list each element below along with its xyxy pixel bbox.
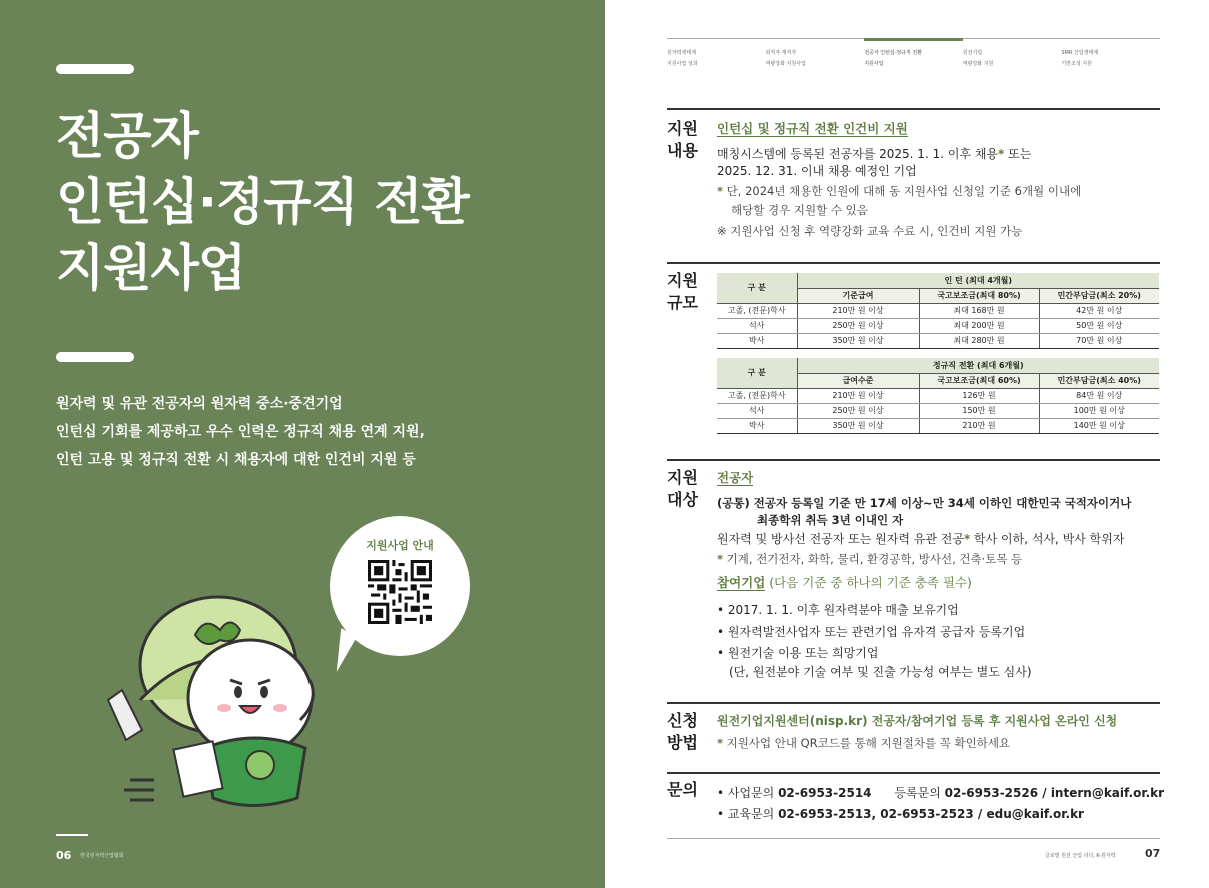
nav-tab-company-support[interactable] — [963, 38, 1062, 70]
heading-text: 인턴십 및 정규직 전환 인건비 지원 — [717, 121, 908, 136]
table-cell: 150만 원 — [919, 403, 1039, 418]
table-cell: 210만 원 이상 — [797, 388, 919, 403]
label-line: 지원 — [667, 468, 698, 487]
qr-guide-title: 지원사업 안내 — [366, 539, 434, 552]
top-accent-bar — [56, 64, 134, 74]
label-line: 규모 — [667, 293, 698, 312]
table-cell: 140만 원 이상 — [1039, 418, 1159, 433]
nav-tab-retiree-training[interactable] — [766, 38, 865, 70]
table-cell: 42만 원 이상 — [1039, 303, 1159, 318]
table-cell: 210만 원 이상 — [797, 303, 919, 318]
right-page — [605, 0, 1209, 888]
company-item-2: • 원자력발전사업자 또는 관련기업 유자격 공급자 등록기업 — [717, 625, 1026, 639]
contact-line-1 — [717, 785, 1164, 801]
table-row — [717, 418, 1159, 433]
major-heading — [717, 470, 753, 486]
regular-support-table — [717, 358, 1159, 434]
nav-tab-line: 원전기업 — [962, 50, 983, 56]
support-content-line-1 — [717, 146, 1031, 162]
line-text: 원자력 및 방사선 전공자 또는 원자력 유관 전공 — [717, 532, 964, 546]
company-item-3: • 원전기술 이용 또는 희망기업 — [717, 646, 879, 660]
footer-divider — [667, 838, 1160, 839]
line-text: 또는 — [1004, 147, 1032, 161]
contact-text: • 교육문의 — [717, 807, 779, 821]
table-cell: 250만 원 이상 — [797, 403, 919, 418]
qr-code-icon[interactable] — [368, 560, 432, 624]
table-cell: 박사 — [717, 418, 797, 433]
title-line-1: 전공자 — [56, 107, 198, 165]
table-row — [717, 403, 1159, 418]
mascot-illustration — [100, 580, 340, 810]
table-cell: 고졸, (전문)학사 — [717, 303, 797, 318]
table-header: 인 턴 (최대 4개월) — [797, 273, 1159, 288]
major-eligibility — [717, 531, 1124, 547]
table-col: 국고보조금(최대 60%) — [919, 373, 1039, 388]
table-row — [717, 388, 1159, 403]
company-note: (단, 원전분야 기술 여부 및 진출 가능성 여부는 별도 심사) — [729, 665, 1032, 679]
contact-line-2 — [717, 806, 1084, 822]
nav-tab-line: 기반조성 지원 — [1061, 61, 1092, 67]
table-cell: 350만 원 이상 — [797, 418, 919, 433]
asterisk: * — [963, 532, 971, 546]
common-condition-1: (공통) 전공자 등록일 기준 만 17세 이상~만 34세 이하인 대한민국 국적자이거나 — [717, 496, 1132, 510]
table-cell: 250만 원 이상 — [797, 318, 919, 333]
table-col: 급여수준 — [797, 373, 919, 388]
section-nav — [667, 38, 1160, 70]
table-cell: 최대 280만 원 — [919, 333, 1039, 348]
asterisk: * — [717, 552, 724, 566]
table-cell: 210만 원 — [919, 418, 1039, 433]
support-scale-label — [667, 270, 709, 314]
heading-text: 전공자 — [717, 470, 754, 485]
table-cell: 100만 원 이상 — [1039, 403, 1159, 418]
table-cell: 350만 원 이상 — [797, 333, 919, 348]
asterisk: * — [998, 147, 1005, 161]
note-text: 지원사업 안내 QR코드를 통해 지원절차를 꼭 확인하세요 — [723, 736, 1011, 750]
table-cell: 석사 — [717, 318, 797, 333]
table-col: 민간부담금(최소 40%) — [1039, 373, 1159, 388]
footer-slogan: 글로벌 원전 산업 리더, K-원자력 — [1045, 853, 1116, 859]
intro-line-1: 원자력 및 유관 전공자의 원자력 중소·중견기업 — [56, 396, 343, 412]
label-line: 내용 — [667, 141, 698, 160]
nav-tab-line: 지원사업 성과 — [667, 61, 698, 67]
section-divider — [667, 772, 1160, 774]
intro-line-3: 인턴 고용 및 정규직 전환 시 채용자에 대한 인건비 지원 등 — [56, 452, 416, 468]
asterisk: * — [717, 184, 724, 198]
line-text: 학사 이하, 석사, 박사 학위자 — [970, 532, 1125, 546]
page-title — [56, 103, 469, 301]
support-content-note-1b: 해당할 경우 지원할 수 있음 — [731, 203, 868, 217]
page-number-left: 06 — [56, 849, 72, 862]
common-condition-2: 최종학위 취득 3년 이내인 자 — [757, 513, 904, 527]
table-cell: 70만 원 이상 — [1039, 333, 1159, 348]
contact-text: • 사업문의 — [717, 786, 779, 800]
section-divider — [667, 108, 1160, 110]
intro-text — [56, 390, 425, 474]
table-cell: 석사 — [717, 403, 797, 418]
contact-text: 등록문의 — [871, 786, 945, 800]
nav-tab-line: 전공자 인턴십·정규직 전환 — [864, 50, 923, 56]
nav-tab-line: 퇴직자·재직자 — [765, 50, 797, 56]
label-line: 지원 — [667, 271, 698, 290]
label-line: 신청 — [667, 711, 698, 730]
contact-phone-email[interactable]: 02-6953-2513, 02-6953-2523 / edu@kaif.or.kr — [778, 807, 1084, 821]
page-number-right: 07 — [1145, 847, 1161, 860]
section-divider — [667, 702, 1160, 704]
heading-text: 참여기업 — [717, 575, 766, 590]
nav-tab-line: 원자력생태계 — [667, 50, 696, 56]
note-text: 기계, 전기전자, 화학, 물리, 환경공학, 방사선, 건축·토목 등 — [723, 552, 1023, 566]
major-note — [717, 551, 1022, 567]
title-line-2: 인턴십·정규직 전환 — [56, 173, 469, 231]
table-row — [717, 303, 1159, 318]
intern-support-table — [717, 273, 1159, 349]
contact-phone[interactable]: 02-6953-2514 — [778, 786, 872, 800]
table-row — [717, 333, 1159, 348]
label-line: 방법 — [667, 733, 698, 752]
table-cell: 50만 원 이상 — [1039, 318, 1159, 333]
line-text: 매칭시스템에 등록된 전공자를 2025. 1. 1. 이후 채용 — [717, 147, 999, 161]
table-cell: 고졸, (전문)학사 — [717, 388, 797, 403]
table-cell: 84만 원 이상 — [1039, 388, 1159, 403]
note-text: 단, 2024년 채용한 인원에 대해 동 지원사업 신청일 기준 6개월 이내에 — [723, 184, 1082, 198]
middle-accent-bar — [56, 352, 134, 362]
table-col-group: 구 분 — [717, 273, 797, 303]
section-divider — [667, 262, 1160, 264]
nav-tab-smr[interactable] — [1061, 38, 1160, 70]
table-row — [717, 318, 1159, 333]
support-content-note-2: ※ 지원사업 신청 후 역량강화 교육 수료 시, 인건비 지원 가능 — [717, 224, 1023, 238]
support-content-heading — [717, 121, 908, 137]
footer-divider — [56, 834, 88, 836]
title-line-3: 지원사업 — [56, 239, 246, 297]
section-divider — [667, 459, 1160, 461]
company-item-1: • 2017. 1. 1. 이후 원자력분야 매출 보유기업 — [717, 603, 959, 617]
table-col-group: 구 분 — [717, 358, 797, 388]
table-col: 국고보조금(최대 80%) — [919, 288, 1039, 303]
nav-tab-line: 지원사업 — [864, 61, 884, 67]
table-cell: 최대 168만 원 — [919, 303, 1039, 318]
label-line: 대상 — [667, 490, 698, 509]
target-label — [667, 467, 709, 511]
heading-subtext: (다음 기준 중 하나의 기준 충족 필수) — [765, 575, 972, 590]
asterisk: * — [717, 736, 724, 750]
intro-line-2: 인턴십 기회를 제공하고 우수 인력은 정규직 채용 연계 지원, — [56, 424, 425, 440]
table-cell: 126만 원 — [919, 388, 1039, 403]
company-heading — [717, 575, 972, 591]
support-content-label — [667, 118, 709, 162]
nav-tab-line: SMR 산업생태계 — [1061, 50, 1099, 56]
table-cell: 박사 — [717, 333, 797, 348]
table-cell: 최대 200만 원 — [919, 318, 1039, 333]
nav-tab-line: 역량강화 지원 — [962, 61, 994, 67]
apply-method[interactable]: 원전기업지원센터(nisp.kr) 전공자/참여기업 등록 후 지원사업 온라인 신청 — [717, 714, 1118, 728]
label-line: 지원 — [667, 119, 698, 138]
support-content-line-2: 2025. 12. 31. 이내 채용 예정인 기업 — [717, 164, 917, 178]
apply-label — [667, 710, 709, 754]
nav-tab-ecosystem-results[interactable] — [667, 38, 766, 70]
table-col: 민간부담금(최소 20%) — [1039, 288, 1159, 303]
organization-name: 한국원자력산업협회 — [80, 853, 124, 859]
apply-note — [717, 735, 1010, 751]
table-col: 기준급여 — [797, 288, 919, 303]
nav-tab-line: 역량강화 지원사업 — [765, 61, 806, 67]
support-content-note-1 — [717, 183, 1081, 199]
contact-phone-email[interactable]: 02-6953-2526 / intern@kaif.or.kr — [944, 786, 1165, 800]
table-header: 정규직 전환 (최대 6개월) — [797, 358, 1159, 373]
nav-tab-internship[interactable] — [864, 38, 963, 70]
contact-label: 문의 — [667, 780, 698, 799]
